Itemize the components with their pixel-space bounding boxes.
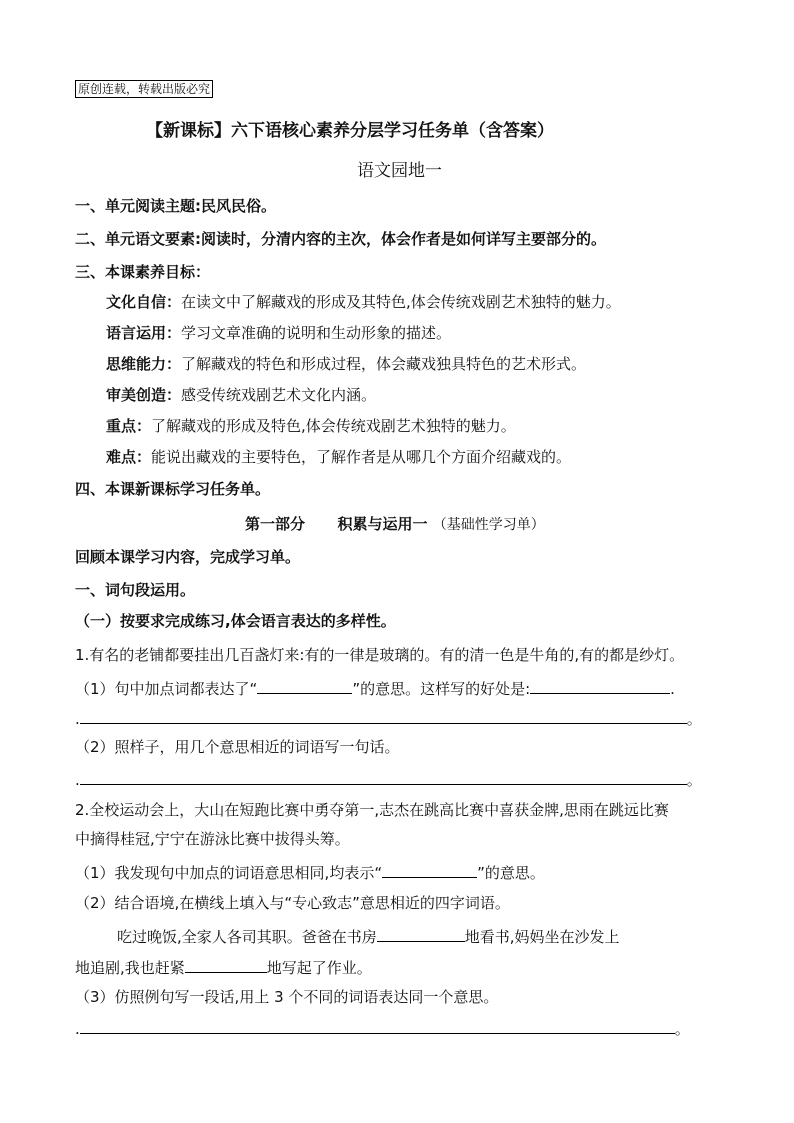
line-suffix: 。 xyxy=(686,771,702,789)
answer-line[interactable] xyxy=(80,707,687,724)
goal-text: 学习文章准确的说明和生动形象的描述。 xyxy=(181,324,452,342)
answer-blank[interactable] xyxy=(257,677,352,694)
part-note: （基础性学习单） xyxy=(432,517,545,533)
goal-language xyxy=(106,323,451,343)
question-text: （1）我发现句中加点的词语意思相同,均表示“ xyxy=(75,864,383,882)
answer-line[interactable] xyxy=(80,1017,675,1034)
answer-blank[interactable] xyxy=(185,956,267,973)
question-text: 地写起了作业。 xyxy=(266,959,372,977)
goal-label: 难点： xyxy=(106,448,152,466)
copyright-stamp: 原创连载，转载出版必究 xyxy=(75,80,213,98)
question-text: . xyxy=(670,680,675,698)
goal-label: 文化自信： xyxy=(106,293,182,311)
document-subtitle: 语文园地一 xyxy=(357,161,442,181)
question-2-2-sentence-1 xyxy=(117,925,620,947)
line-suffix: 。 xyxy=(674,1020,690,1038)
question-1: 1.有名的老铺都要挂出几百盏灯来:有的一律是玻璃的。有的清一色是牛角的,有的都是纱灯。 xyxy=(75,646,685,664)
goal-culture xyxy=(106,292,621,312)
part-name: 积累与运用一 xyxy=(337,515,428,533)
goal-label: 重点： xyxy=(106,417,152,435)
question-text: ”的意思。 xyxy=(477,864,545,882)
subsection-word-usage: 一、词句段运用。 xyxy=(75,581,196,599)
goal-label: 思维能力： xyxy=(106,355,182,373)
answer-line-row xyxy=(75,1017,690,1039)
part-number: 第一部分 xyxy=(245,515,306,533)
question-text: 地看书,妈妈坐在沙发上 xyxy=(464,928,620,946)
goal-aesthetic xyxy=(106,385,376,405)
line-prefix: . xyxy=(75,710,80,728)
goal-difficulty xyxy=(106,447,571,467)
goal-text: 感受传统戏剧艺术文化内涵。 xyxy=(181,386,377,404)
goal-thinking xyxy=(106,354,586,374)
question-2-line-2: 中摘得桂冠,宁宁在游泳比赛中拔得头筹。 xyxy=(75,830,350,848)
goal-text: 在读文中了解藏戏的形成及其特色,体会传统戏剧艺术独特的魅力。 xyxy=(181,293,621,311)
answer-blank[interactable] xyxy=(382,861,477,878)
question-2-1 xyxy=(75,861,545,883)
line-suffix: 。 xyxy=(686,710,702,728)
question-1-2: （2）照样子，用几个意思相近的词语写一句话。 xyxy=(75,738,400,756)
answer-line[interactable] xyxy=(80,768,687,785)
goal-text: 了解藏戏的特色和形成过程，体会藏戏独具特色的艺术形式。 xyxy=(181,355,587,373)
answer-blank[interactable] xyxy=(377,925,465,942)
subsection-exercise-heading: （一）按要求完成练习,体会语言表达的多样性。 xyxy=(75,612,396,630)
goal-text: 能说出藏戏的主要特色，了解作者是从哪几个方面介绍藏戏的。 xyxy=(151,448,572,466)
goal-label: 语言运用： xyxy=(106,324,182,342)
question-text: 吃过晚饭,全家人各司其职。爸爸在书房 xyxy=(117,928,377,946)
goal-label: 审美创造： xyxy=(106,386,182,404)
review-instruction: 回顾本课学习内容，完成学习单。 xyxy=(75,548,301,566)
document-title: 【新课标】六下语核心素养分层学习任务单（含答案） xyxy=(146,121,554,141)
question-2-3: （3）仿照例句写一段话,用上 3 个不同的词语表达同一个意思。 xyxy=(75,988,499,1006)
section-task-sheet: 四、本课新课标学习任务单。 xyxy=(75,480,271,498)
answer-blank[interactable] xyxy=(530,677,670,694)
line-prefix: . xyxy=(75,771,80,789)
question-2-2-sentence-2 xyxy=(75,956,372,978)
section-goals-heading: 三、本课素养目标： xyxy=(75,263,211,281)
answer-line-row xyxy=(75,707,702,729)
answer-line-row xyxy=(75,768,702,790)
goal-key-point xyxy=(106,416,516,436)
goal-text: 了解藏戏的形成及特色,体会传统戏剧艺术独特的魅力。 xyxy=(151,417,516,435)
question-1-1 xyxy=(75,677,675,699)
line-prefix: . xyxy=(75,1020,80,1038)
question-text: 地追剧,我也赶紧 xyxy=(75,959,185,977)
question-2-line-1: 2.全校运动会上，大山在短跑比赛中勇夺第一,志杰在跳高比赛中喜获金牌,思雨在跳远比赛 xyxy=(75,801,669,819)
question-text: ”的意思。这样写的好处是: xyxy=(352,680,531,698)
question-text: （1）句中加点词都表达了“ xyxy=(75,680,258,698)
section-language-elements: 二、单元语文要素:阅读时，分清内容的主次，体会作者是如何详写主要部分的。 xyxy=(75,230,607,248)
question-2-2: （2）结合语境,在横线上填入与“专心致志”意思相近的四字词语。 xyxy=(75,894,510,912)
section-reading-theme: 一、单元阅读主题:民风民俗。 xyxy=(75,197,276,215)
part-heading xyxy=(245,514,545,535)
